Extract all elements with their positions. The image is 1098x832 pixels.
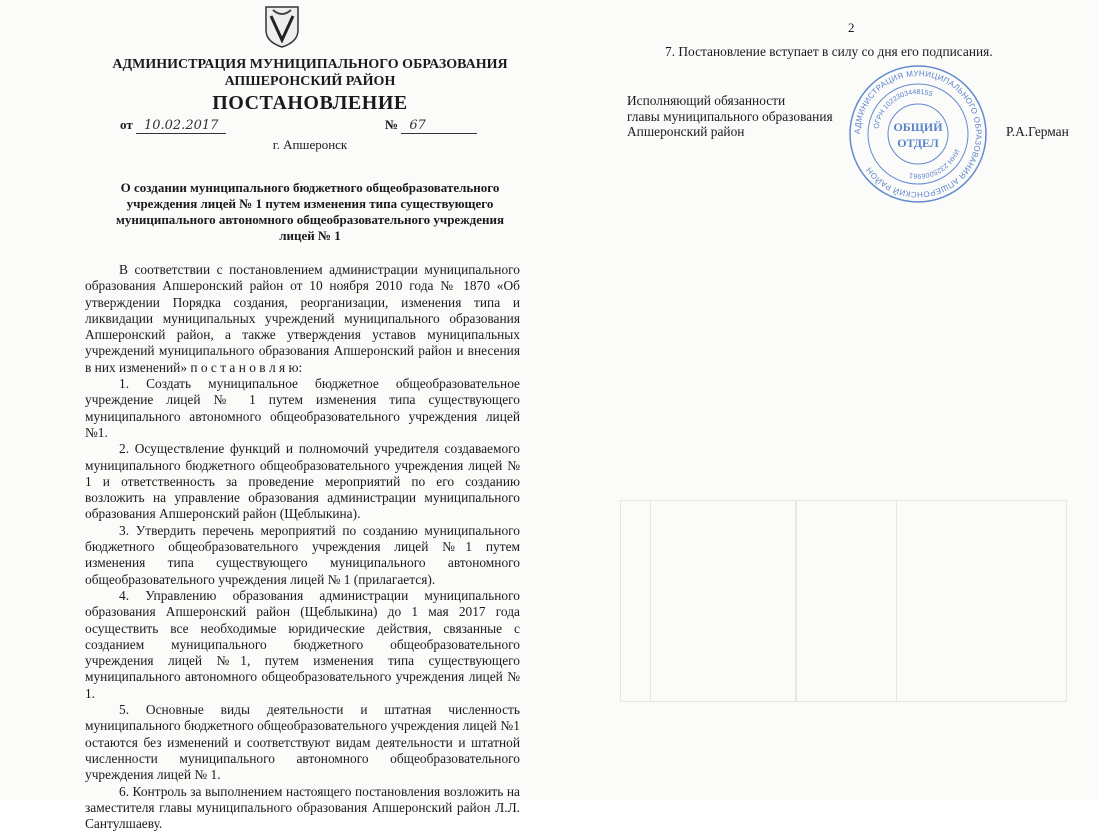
doc-type: ПОСТАНОВЛЕНИЕ: [90, 92, 530, 115]
signer-line: Исполняющий обязанности: [627, 93, 833, 109]
paragraph: 4. Управлению образования администрации муниципального образования Апшеронский район (Щеблыкина) до 1 мая 2017 года осуществить все необходимые юридические действия, связанные с созданием муниципального бюджетного общеобразовательного учреждения лицей №1, путем изменения типа существующего муниципального автономного общеобразовательного учреждения лицей № 1.: [85, 588, 520, 702]
signer-title: [627, 93, 833, 140]
org-line-2: АПШЕРОНСКИЙ РАЙОН: [90, 73, 530, 90]
paragraph: 2. Осуществление функций и полномочий учредителя создаваемого муниципального бюджетного общеобразовательного учреждения лицей № 1 и ответственность за проведение мероприятий по его созданию возложить на управление образования администрации муниципального образования Апшеронский район (Щеблыкина).: [85, 441, 520, 522]
coat-of-arms-icon: [263, 4, 301, 48]
city: г. Апшеронск: [90, 137, 530, 153]
signer-name: Р.А.Герман: [1006, 124, 1069, 140]
paragraph: 5. Основные виды деятельности и штатная численность муниципального бюджетного общеобразовательного учреждения лицей №1 остаются без изменений и соответствуют видам деятельности и штатной численности муниципального автономного общеобразовательного учреждения лицей № 1.: [85, 702, 520, 783]
stamp-ring-text: АДМИНИСТРАЦИЯ МУНИЦИПАЛЬНОГО ОБРАЗОВАНИЯ АПШЕРОНСКИЙ РАЙОН: [853, 69, 983, 199]
date-prefix: от: [120, 117, 133, 132]
subject-title: О создании муниципального бюджетного общеобразовательного учреждения лицей № 1 путем изменения типа существующего муниципального автономного общеобразовательного учреждения лицей № 1: [110, 180, 510, 244]
org-title: [90, 56, 530, 90]
signer-line: Апшеронский район: [627, 124, 833, 140]
paragraph: 1. Создать муниципальное бюджетное общеобразовательное учреждение лицей № 1 путем изменения типа существующего муниципального автономного общеобразовательного учреждения лицей №1.: [85, 376, 520, 441]
stamp-center-1: ОБЩИЙ: [893, 120, 943, 134]
org-line-1: АДМИНИСТРАЦИЯ МУНИЦИПАЛЬНОГО ОБРАЗОВАНИЯ: [90, 56, 530, 73]
paragraph: В соответствии с постановлением администрации муниципального образования Апшеронский район от 10 ноября 2010 года № 1870 «Об утверждении Порядка создания, реорганизации, изменения типа и ликвидации муниципальных учреждений муниципального образования Апшеронский район, а также утверждения уставов муниципальных учреждений муниципального образования Апшеронский район и внесения в них изменений» п о с т а н о в л я ю:: [85, 262, 520, 376]
stamp-center-2: ОТДЕЛ: [897, 136, 939, 150]
paragraph: 6. Контроль за выполнением настоящего постановления возложить на заместителя главы муниципального образования Апшеронский район Л.Л. Сантулшаеву.: [85, 784, 520, 832]
show-through-column: [795, 500, 897, 702]
official-stamp-icon: [848, 64, 988, 204]
number-prefix: №: [385, 117, 398, 132]
body-text: [85, 262, 520, 832]
date-value: 10.02.2017: [136, 118, 226, 134]
signer-line: главы муниципального образования: [627, 109, 833, 125]
number-value: 67: [401, 118, 477, 134]
date-field: [120, 117, 226, 134]
number-field: [385, 117, 477, 134]
stamp-ogrn: ОГРН 1022303448155: [873, 89, 933, 129]
stamp-inn: ИНН 2325006961: [909, 148, 960, 179]
paragraph: 3. Утвердить перечень мероприятий по созданию муниципального бюджетного общеобразовательного учреждения лицей №1 путем изменения типа существующего муниципального автономного общеобразовательного учреждения лицей № 1 (прилагается).: [85, 523, 520, 588]
page-number: 2: [848, 20, 855, 36]
show-through-column: [650, 500, 797, 702]
paragraph-7: 7. Постановление вступает в силу со дня его подписания.: [665, 44, 993, 60]
